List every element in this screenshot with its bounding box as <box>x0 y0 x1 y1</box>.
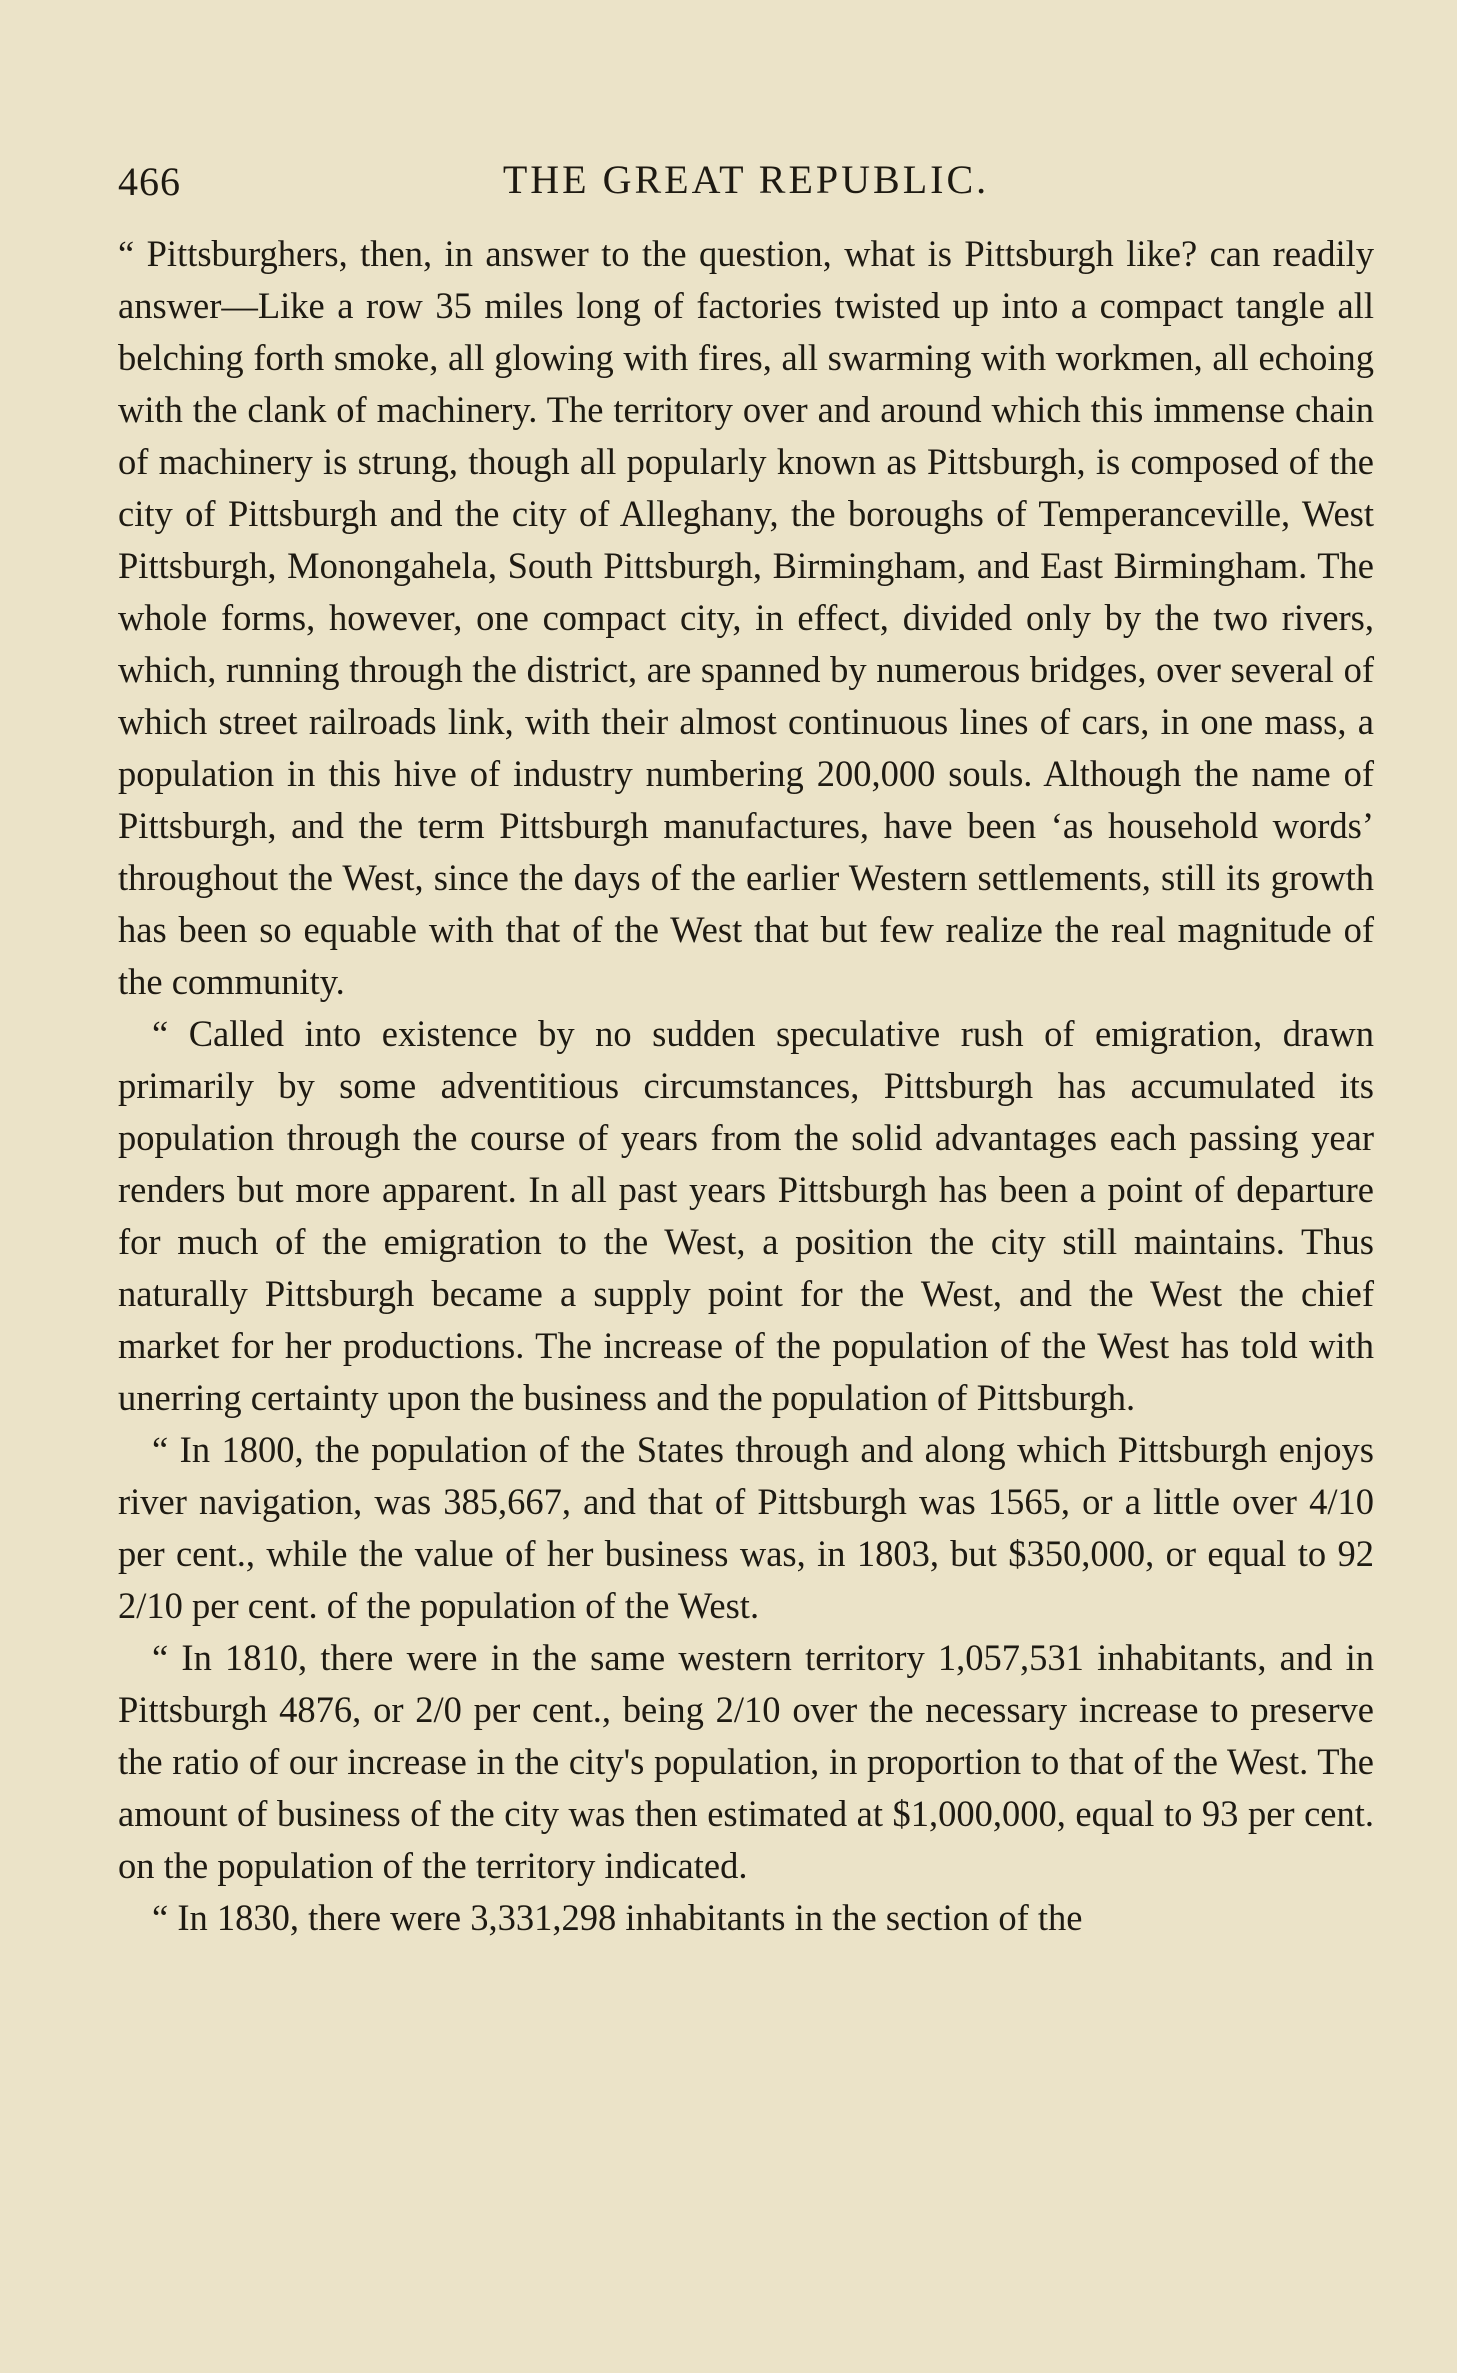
paragraph: “ Pittsburghers, then, in answer to the question, what is Pittsburgh like? can readily answer—Like a row 35 miles long of factories twisted up into a compact tangle all belching forth smoke, all glowing with fires, all swarming with workmen, all echoing with the clank of machinery. The territory over and around which this immense chain of machinery is strung, though all popularly known as Pittsburgh, is composed of the city of Pittsburgh and the city of Alleghany, the boroughs of Temperanceville, West Pittsburgh, Monongahela, South Pittsburgh, Birmingham, and East Birmingham. The whole forms, however, one compact city, in effect, divided only by the two rivers, which, running through the district, are spanned by numerous bridges, over several of which street railroads link, with their almost continuous lines of cars, in one mass, a population in this hive of industry numbering 200,000 souls. Although the name of Pittsburgh, and the term Pittsburgh manufactures, have been ‘as household words’ throughout the West, since the days of the earlier Western settlements, still its growth has been so equable with that of the West that but few realize the real magnitude of the community. <box>118 233 1374 1002</box>
paragraph: “ In 1810, there were in the same western territory 1,057,531 inhabitants, and in Pittsburgh 4876, or 2/0 per cent., being 2/10 over the necessary increase to preserve the ratio of our increase in the city's population, in proportion to that of the West. The amount of business of the city was then estimated at $1,000,000, equal to 93 per cent. on the population of the territory indicated. <box>118 1637 1374 1886</box>
body-text <box>118 228 1374 1944</box>
page-header <box>118 150 1374 206</box>
running-title: THE GREAT REPUBLIC. <box>502 157 990 202</box>
paragraph: “ In 1830, there were 3,331,298 inhabitants in the section of the <box>152 1897 1083 1938</box>
paragraph: “ In 1800, the population of the States through and along which Pittsburgh enjoys river navigation, was 385,667, and that of Pittsburgh was 1565, or a little over 4/10 per cent., while the value of her business was, in 1803, but $350,000, or equal to 92 2/10 per cent. of the population of the West. <box>118 1429 1374 1626</box>
paragraph: “ Called into existence by no sudden speculative rush of emigration, drawn primarily by some adventitious circumstances, Pittsburgh has accumulated its population through the course of years from the solid advantages each passing year renders but more apparent. In all past years Pittsburgh has been a point of departure for much of the emigration to the West, a position the city still maintains. Thus naturally Pittsburgh became a supply point for the West, and the West the chief market for her productions. The increase of the population of the West has told with unerring certainty upon the business and the population of Pittsburgh. <box>118 1013 1374 1418</box>
page-number: 466 <box>118 159 181 204</box>
